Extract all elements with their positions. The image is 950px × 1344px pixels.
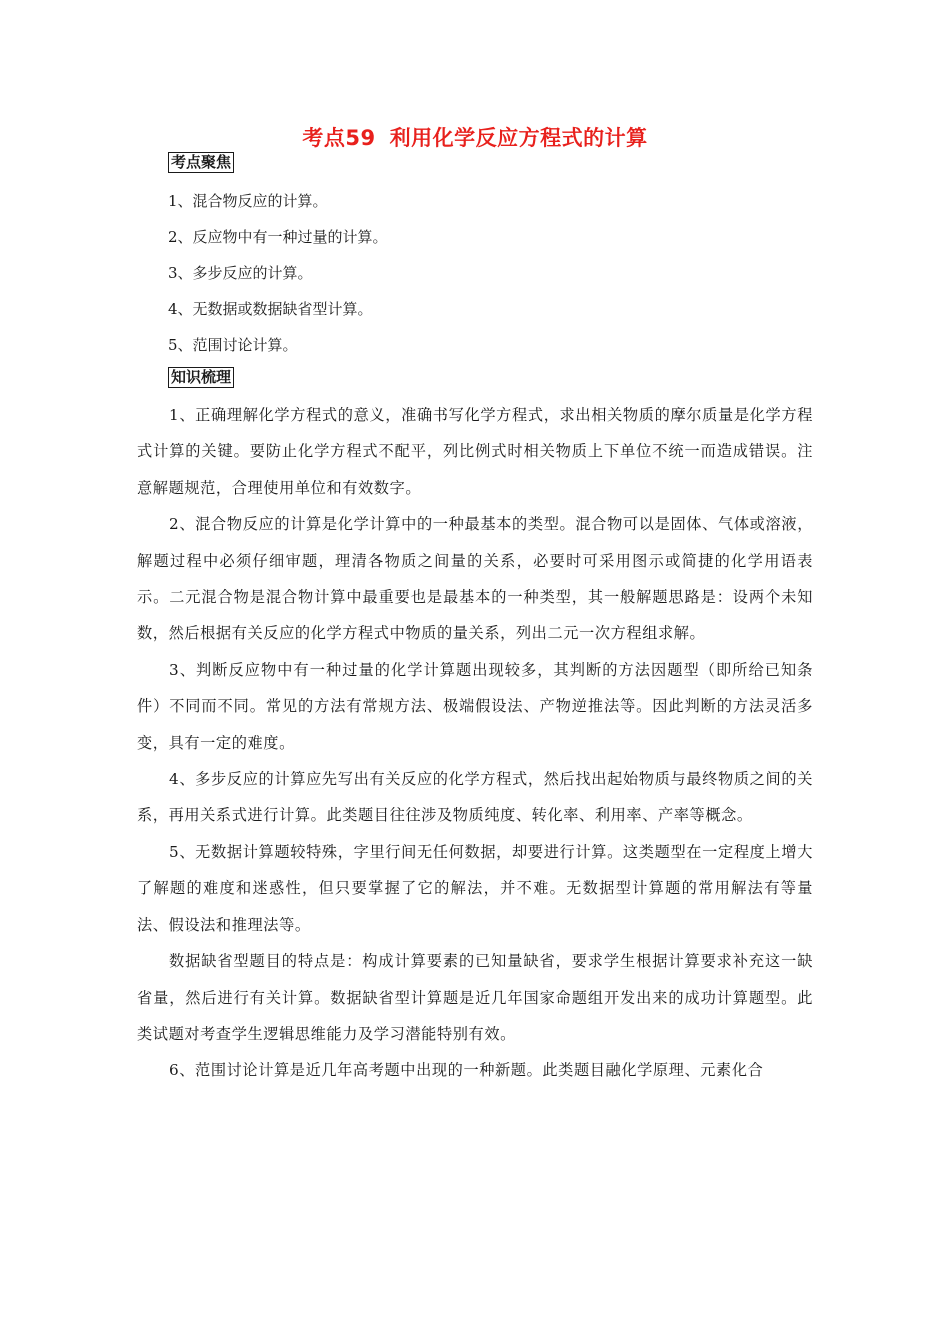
title-text: 利用化学反应方程式的计算 — [389, 126, 648, 150]
title-number: 考点59 — [302, 126, 376, 150]
list-item: 3、多步反应的计算。 — [168, 264, 313, 282]
paragraph: 6、范围讨论计算是近几年高考题中出现的一种新题。此类题目融化学原理、元素化合 — [169, 1061, 764, 1080]
list-item: 4、无数据或数据缺省型计算。 — [168, 300, 373, 318]
focus-list — [168, 183, 388, 363]
list-item: 1、混合物反应的计算。 — [168, 192, 328, 210]
paragraph: 4、多步反应的计算应先写出有关反应的化学方程式，然后找出起始物质与最终物质之间的关系，再用关系式进行计算。此类题目往往涉及物质纯度、转化率、利用率、产率等概念。 — [137, 770, 813, 825]
paragraph: 5、无数据计算题较特殊，字里行间无任何数据，却要进行计算。这类题型在一定程度上增大了解题的难度和迷惑性，但只要掌握了它的解法，并不难。无数据型计算题的常用解法有等量法、假设法和推理法等。 — [137, 842, 813, 934]
paragraph: 1、正确理解化学方程式的意义，准确书写化学方程式，求出相关物质的摩尔质量是化学方程式计算的关键。要防止化学方程式不配平，列比例式时相关物质上下单位不统一而造成错误。注意解题规范，合理使用单位和有效数字。 — [137, 406, 813, 497]
paragraph: 数据缺省型题目的特点是：构成计算要素的已知量缺省，要求学生根据计算要求补充这一缺省量，然后进行有关计算。数据缺省型计算题是近几年国家命题组开发出来的成功计算题型。此类试题对考查学生逻辑思维能力及学习潜能特别有效。 — [137, 952, 813, 1043]
list-item: 5、范围讨论计算。 — [168, 336, 298, 354]
paragraph: 3、判断反应物中有一种过量的化学计算题出现较多，其判断的方法因题型（即所给已知条件）不同而不同。常见的方法有常规方法、极端假设法、产物逆推法等。因此判断的方法灵活多变，具有一定的难度。 — [137, 660, 813, 752]
section-heading-knowledge: 知识梳理 — [168, 367, 234, 388]
list-item: 2、反应物中有一种过量的计算。 — [168, 228, 388, 246]
page-title — [0, 122, 950, 152]
section-heading-focus: 考点聚焦 — [168, 152, 234, 173]
paragraph: 2、混合物反应的计算是化学计算中的一种最基本的类型。混合物可以是固体、气体或溶液，解题过程中必须仔细审题，理清各物质之间量的关系，必要时可采用图示或简捷的化学用语表示。二元混合物是混合物计算中最重要也是最基本的一种类型，其一般解题思路是：设两个未知数，然后根据有关反应的化学方程式中物质的量关系，列出二元一次方程组求解。 — [137, 515, 813, 643]
knowledge-body — [137, 397, 813, 1089]
